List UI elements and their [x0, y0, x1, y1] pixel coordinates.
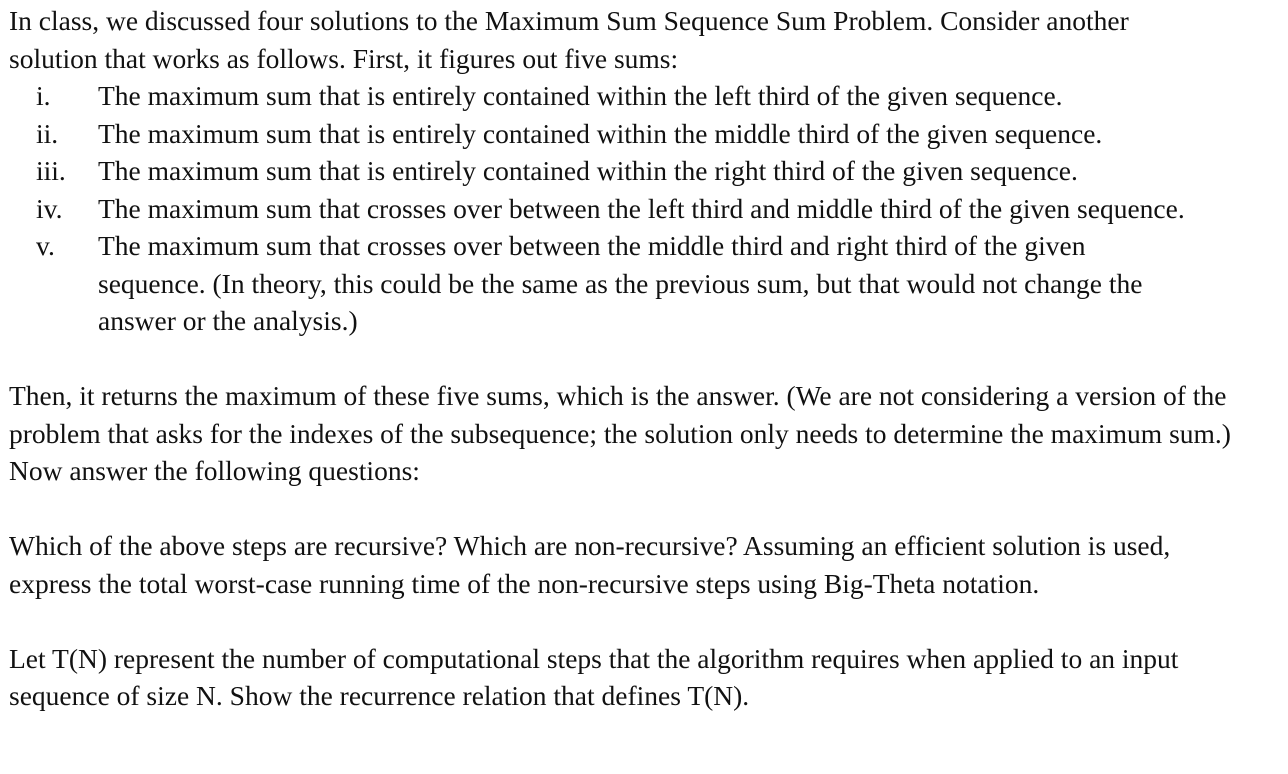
list-item-number: iii.	[36, 155, 66, 186]
return-paragraph: Then, it returns the maximum of these five sums, which is the answer. (We are not considering a version of the problem that asks for the indexes of the subsequence; the solution only needs to determine the maximum sum.) Now answer the following questions:	[9, 380, 1231, 486]
list-item	[9, 190, 1279, 228]
list-item-number: i.	[36, 80, 51, 111]
list-item	[9, 152, 1279, 190]
intro-paragraph: In class, we discussed four solutions to the Maximum Sum Sequence Sum Problem. Consider another solution that works as follows. First, it figures out five sums:	[9, 5, 1129, 74]
five-sums-list	[9, 77, 1279, 340]
list-item-number: ii.	[36, 117, 59, 149]
document-page	[9, 2, 1279, 715]
question-one: Which of the above steps are recursive? Which are non-recursive? Assuming an efficient solution is used, express the total worst-case running time of the non-recursive steps using Big-Theta notation.	[9, 530, 1171, 599]
list-item-text: The maximum sum that is entirely contained within the middle third of the given sequence.	[98, 117, 1103, 149]
spacer	[9, 490, 1279, 528]
list-item	[9, 115, 1279, 153]
list-item-text: The maximum sum that crosses over between the left third and middle third of the given sequence.	[98, 192, 1185, 224]
list-item-text: The maximum sum that is entirely contained within the left third of the given sequence.	[98, 80, 1063, 111]
question-two: Let T(N) represent the number of computational steps that the algorithm requires when applied to an input sequence of size N. Show the recurrence relation that defines T(N).	[9, 642, 1179, 711]
list-item-number: iv.	[36, 192, 63, 224]
spacer	[9, 340, 1279, 378]
list-item	[9, 227, 1279, 340]
spacer	[9, 602, 1279, 640]
list-item-text: The maximum sum that is entirely contained within the right third of the given sequence.	[98, 155, 1078, 186]
list-item	[9, 77, 1279, 115]
list-item-text: The maximum sum that crosses over between the middle third and right third of the given sequence. (In theory, this could be the same as the previous sum, but that would not change the answer or the analysis.)	[98, 230, 1143, 336]
list-item-number: v.	[36, 230, 55, 261]
